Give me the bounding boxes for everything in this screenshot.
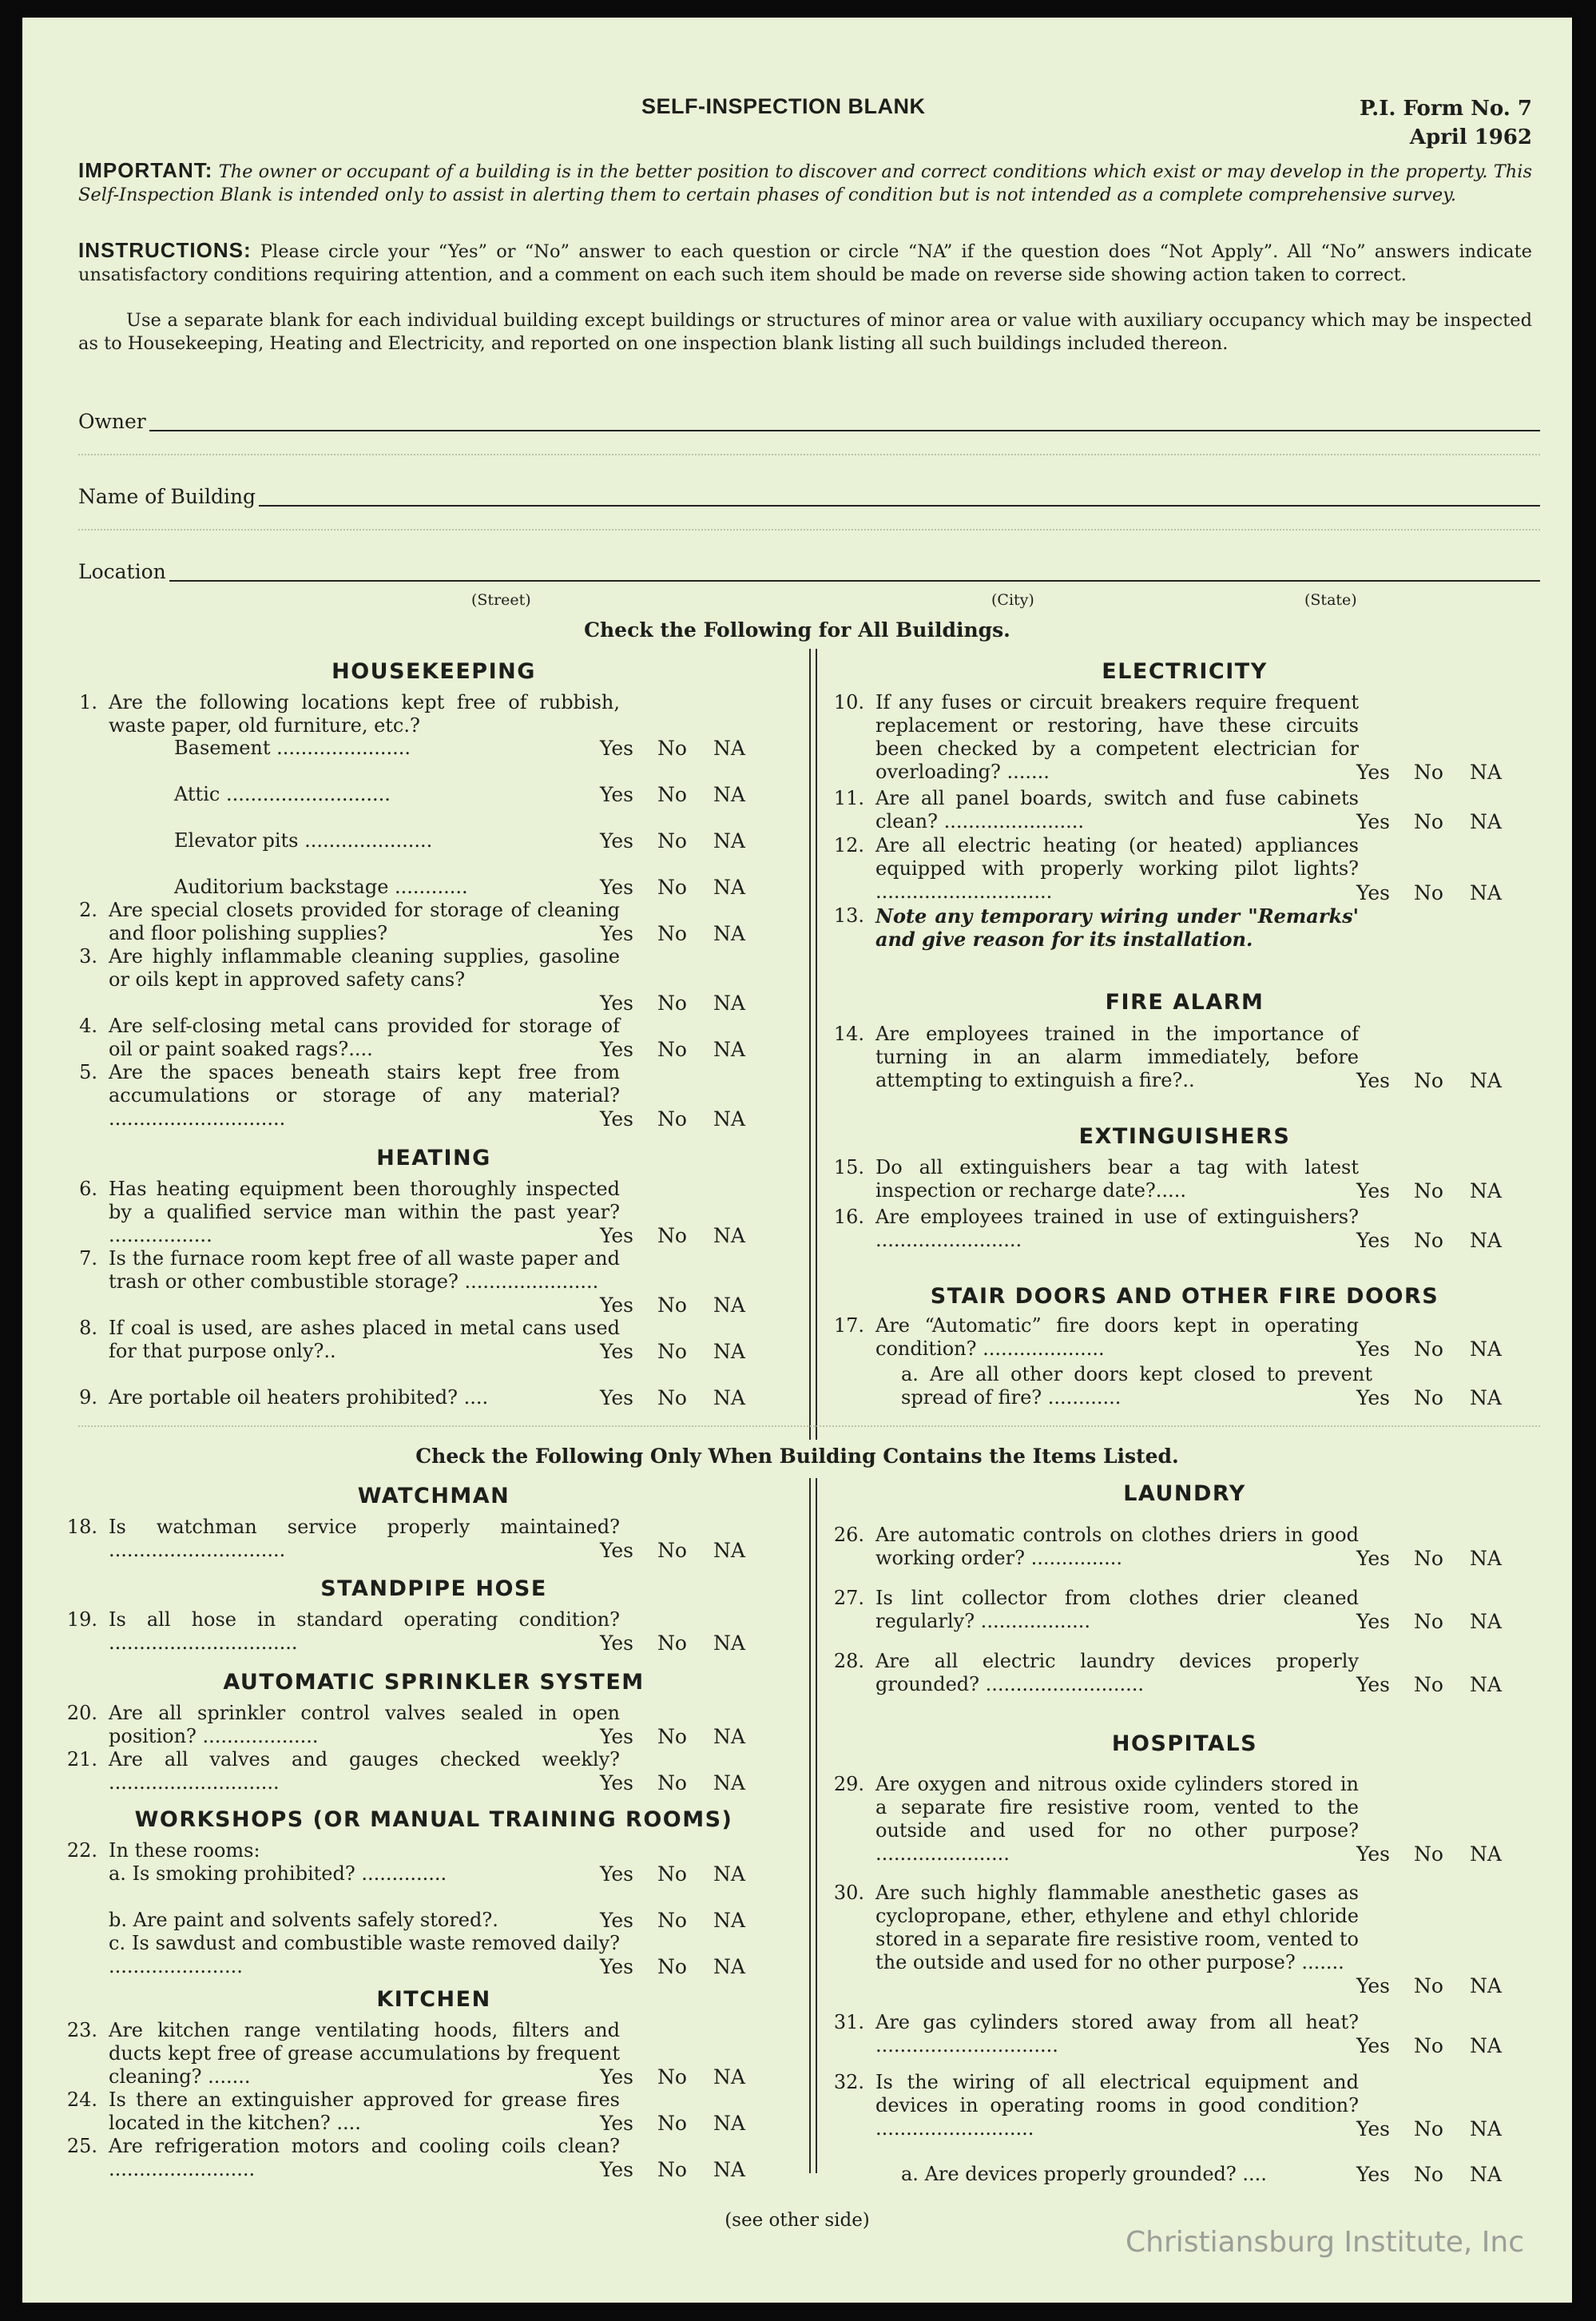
question-26: 26. Are automatic controls on clothes driers in good working order? ............... [833,1524,1359,1569]
answer-11[interactable]: Yes No NA [1356,810,1502,833]
answer-15[interactable]: Yes No NA [1356,1179,1502,1202]
answer-20[interactable]: Yes No NA [600,1725,745,1748]
question-13: 13. Note any temporary wiring under "Remarks' and give reason for its installation. [833,904,1359,951]
standpipe-heading: STANDPIPE HOSE [320,1576,547,1601]
owner-label: Owner [78,410,149,433]
answer-1a[interactable]: Yes No NA [600,737,745,760]
form-sheet [22,18,1572,2303]
answer-3[interactable]: Yes No NA [600,992,745,1015]
question-1: 1. Are the following locations kept free of rubbish, waste paper, old furniture, etc.? [79,691,620,737]
answer-9[interactable]: Yes No NA [600,1386,745,1409]
question-1-attic: Attic ........................... [174,783,391,805]
question-23: 23. Are kitchen range ventilating hoods, filters and ducts kept free of grease accumulations by frequent cleaning? ....... [66,2019,620,2088]
question-15: 15. Do all extinguishers bear a tag with latest inspection or recharge date?..... [833,1156,1359,1202]
location-field[interactable] [78,556,1540,583]
housekeeping-heading: HOUSEKEEPING [332,659,536,684]
section-contains-items-title: Check the Following Only When Building Contains the Items Listed. [415,1445,1179,1468]
question-1-auditorium: Auditorium backstage ............ [174,876,468,898]
question-3: 3. Are highly inflammable cleaning supplies, gasoline or oils kept in approved safety cans? [79,945,620,991]
answer-19[interactable]: Yes No NA [600,1631,745,1655]
column-divider-lower-2 [816,1478,817,2173]
answer-12[interactable]: Yes No NA [1356,881,1502,904]
section-all-buildings-title: Check the Following for All Buildings. [584,618,1010,642]
column-divider-lower [809,1478,811,2173]
answer-22b[interactable]: Yes No NA [600,1909,745,1932]
question-9: 9. Are portable oil heaters prohibited? .... [79,1386,489,1409]
question-32a: a. Are devices properly grounded? .... [901,2163,1267,2185]
fire-alarm-heading: FIRE ALARM [1105,990,1264,1015]
question-32: 32. Is the wiring of all electrical equipment and devices in operating rooms in good condition? .......................... [833,2071,1359,2140]
question-7: 7. Is the furnace room kept free of all waste paper and trash or other combustible storage? ...................... [79,1247,620,1293]
watchman-heading: WATCHMAN [357,1484,510,1508]
extinguishers-heading: EXTINGUISHERS [1078,1124,1291,1149]
instructions-paragraph [78,238,1532,287]
important-lead: IMPORTANT: [78,158,213,182]
building-name-label: Name of Building [78,485,259,508]
electricity-heading: ELECTRICITY [1102,659,1268,684]
answer-1b[interactable]: Yes No NA [600,783,745,806]
question-5: 5. Are the spaces beneath stairs kept free from accumulations or storage of any material? ............................. [79,1061,620,1130]
watermark-text: Christiansburg Institute, Inc [1125,2226,1524,2259]
answer-25[interactable]: Yes No NA [600,2158,745,2181]
column-divider-2 [816,649,817,1440]
question-10: 10. If any fuses or circuit breakers require frequent replacement or restoring, have these circuits been checked by a competent electrician for overloading? ....... [833,691,1359,783]
question-17: 17. Are “Automatic” fire doors kept in operating condition? .................... [833,1314,1359,1360]
form-number: P.I. Form No. 7 [1359,97,1532,121]
see-other-side-note: (see other side) [725,2210,870,2231]
question-11: 11. Are all panel boards, switch and fuse cabinets clean? ....................... [833,787,1359,833]
question-12: 12. Are all electric heating (or heated) appliances equipped with properly working pilot lights? ............................. [833,834,1359,903]
stair-doors-heading: STAIR DOORS AND OTHER FIRE DOORS [930,1284,1439,1309]
question-17a: a. Are all other doors kept closed to prevent spread of fire? ............ [901,1363,1372,1409]
question-4: 4. Are self-closing metal cans provided for storage of oil or paint soaked rags?.... [79,1015,620,1060]
answer-6[interactable]: Yes No NA [600,1224,745,1247]
instructions-text: Please circle your “Yes” or “No” answer to each question or circle “NA” if the question does “Not Apply”. All “No” answers indicate unsatisfactory conditions requiring attention, and a comment on each such item should be made on reverse side showing action taken to correct. [78,241,1532,285]
hospitals-heading: HOSPITALS [1111,1731,1258,1756]
answer-23[interactable]: Yes No NA [600,2065,745,2089]
answer-5[interactable]: Yes No NA [600,1107,745,1131]
owner-field[interactable] [78,406,1540,433]
question-6: 6. Has heating equipment been thoroughly inspected by a qualified service man within the past year? ................. [79,1178,620,1246]
answer-16[interactable]: Yes No NA [1356,1229,1502,1252]
answer-1c[interactable]: Yes No NA [600,829,745,852]
answer-4[interactable]: Yes No NA [600,1038,745,1061]
important-paragraph [78,158,1532,207]
question-22a: a. Is smoking prohibited? .............. [109,1862,447,1885]
question-20: 20. Are all sprinkler control valves sealed in open position? ................... [66,1702,620,1747]
question-25: 25. Are refrigeration motors and cooling coils clean? ........................ [66,2135,620,2180]
question-30: 30. Are such highly flammable anesthetic gases as cyclopropane, ether, ethylene and ethyl chloride stored in a separate fire resistive room, vented to the outside and used for no other purpose? ....... [833,1882,1359,1973]
building-name-field[interactable] [78,481,1540,508]
form-title: SELF-INSPECTION BLANK [641,94,926,118]
question-29: 29. Are oxygen and nitrous oxide cylinders stored in a separate fire resistive room, vented to the outside and used for no other purpose? ...................... [833,1773,1359,1865]
workshops-heading: WORKSHOPS (OR MANUAL TRAINING ROOMS) [134,1807,733,1832]
column-divider [809,649,811,1440]
city-caption: (City) [991,591,1034,609]
answer-17[interactable]: Yes No NA [1356,1337,1502,1361]
answer-29[interactable]: Yes No NA [1356,1842,1502,1866]
question-19: 19. Is all hose in standard operating condition? ............................... [66,1608,620,1654]
answer-7[interactable]: Yes No NA [600,1294,745,1317]
answer-18[interactable]: Yes No NA [600,1539,745,1562]
question-24: 24. Is there an extinguisher approved for grease fires located in the kitchen? .... [66,2089,620,2134]
question-22: 22. In these rooms: [66,1839,260,1862]
answer-28[interactable]: Yes No NA [1356,1673,1502,1696]
question-22b: b. Are paint and solvents safely stored?. [109,1909,498,1931]
question-14: 14. Are employees trained in the importance of turning in an alarm immediately, before attempting to extinguish a fire?.. [833,1023,1359,1091]
answer-22a[interactable]: Yes No NA [600,1862,745,1886]
question-1-elevator-pits: Elevator pits ..................... [174,829,433,852]
instructions-lead: INSTRUCTIONS: [78,238,252,262]
question-1-basement: Basement ...................... [174,737,411,759]
important-text: The owner or occupant of a building is in the better position to discover and correct conditions which exist or may develop in the property. This Self-Inspection Blank is intended only to assist in alerting them to certain phases of condition but is not intended as a complete comprehensive survey. [78,161,1533,205]
form-number-block [1360,94,1532,152]
question-2: 2. Are special closets provided for storage of cleaning and floor polishing supplies? [79,899,620,944]
kitchen-heading: KITCHEN [376,1987,491,2012]
location-label: Location [78,560,169,583]
answer-27[interactable]: Yes No NA [1356,1610,1502,1633]
answer-32a[interactable]: Yes No NA [1356,2163,1502,2186]
question-28: 28. Are all electric laundry devices properly grounded? .......................... [833,1650,1359,1695]
answer-1d[interactable]: Yes No NA [600,876,745,899]
heating-heading: HEATING [376,1146,491,1170]
answer-32[interactable]: Yes No NA [1356,2117,1502,2140]
answer-22c[interactable]: Yes No NA [600,1955,745,1978]
question-16: 16. Are employees trained in use of extinguishers? ........................ [833,1206,1359,1251]
street-caption: (Street) [471,591,531,609]
question-27: 27. Is lint collector from clothes drier cleaned regularly? .................. [833,1587,1359,1632]
question-8: 8. If coal is used, are ashes placed in metal cans used for that purpose only?.. [79,1317,620,1362]
answer-31[interactable]: Yes No NA [1356,2034,1502,2057]
answer-26[interactable]: Yes No NA [1356,1547,1502,1570]
answer-17a[interactable]: Yes No NA [1356,1386,1502,1409]
answer-14[interactable]: Yes No NA [1356,1069,1502,1092]
instructions-paragraph-2: Use a separate blank for each individual building except buildings or structures of minor area or value with auxiliary occupancy which may be inspected as to Housekeeping, Heating and Electricity, and reported on one inspection blank listing all such buildings included thereon. [78,310,1532,354]
laundry-heading: LAUNDRY [1123,1481,1246,1506]
question-18: 18. Is watchman service properly maintained? ............................. [66,1516,620,1561]
question-22c: c. Is sawdust and combustible waste removed daily? ...................... [109,1932,620,1977]
answer-10[interactable]: Yes No NA [1356,761,1502,784]
form-date: April 1962 [1409,125,1532,149]
question-21: 21. Are all valves and gauges checked weekly? ............................ [66,1748,620,1794]
answer-2[interactable]: Yes No NA [600,922,745,945]
sprinkler-heading: AUTOMATIC SPRINKLER SYSTEM [223,1670,645,1695]
state-caption: (State) [1304,591,1357,609]
answer-21[interactable]: Yes No NA [600,1771,745,1794]
answer-30[interactable]: Yes No NA [1356,1974,1502,1997]
question-31: 31. Are gas cylinders stored away from all heat? .............................. [833,2011,1359,2057]
answer-24[interactable]: Yes No NA [600,2112,745,2135]
answer-8[interactable]: Yes No NA [600,1340,745,1363]
